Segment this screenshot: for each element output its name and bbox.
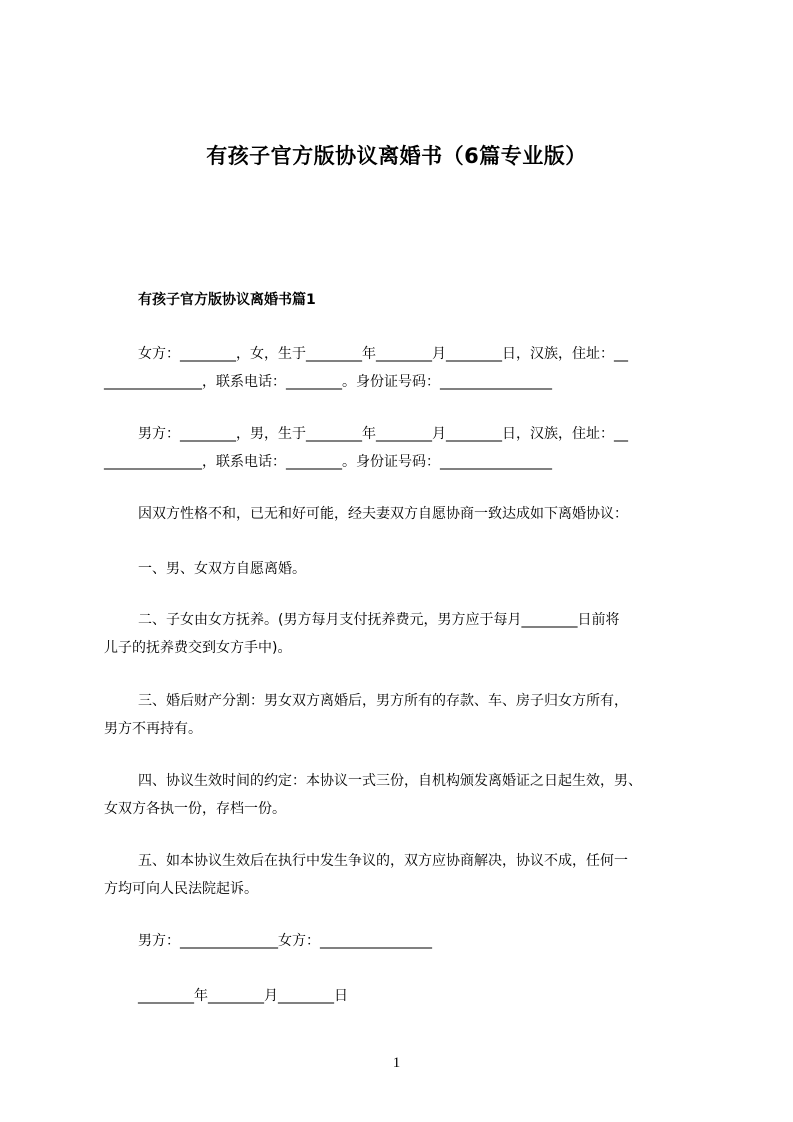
man-info-paragraph: [104, 420, 704, 476]
woman-info-line-1: 女方：________，女，生于________年________月________日，汉族，住址：__: [138, 346, 628, 362]
clause-3-paragraph: [104, 687, 704, 743]
date-line: ________年________月________日: [138, 988, 348, 1004]
date-paragraph: [104, 982, 704, 1010]
clause-1-paragraph: [104, 555, 704, 583]
section-heading: 有孩子官方版协议离婚书篇1: [138, 292, 316, 308]
intro-paragraph: [104, 500, 704, 528]
clause-2-paragraph: [104, 606, 704, 662]
clause-2-line-2: 儿子的抚养费交到女方手中)。: [104, 640, 292, 656]
woman-info-paragraph: [104, 340, 704, 396]
clause-3-line-2: 男方不再持有。: [104, 721, 202, 737]
clause-5-line-2: 方均可向人民法院起诉。: [104, 881, 258, 897]
clause-4-paragraph: [104, 767, 704, 823]
woman-info-line-2: ______________，联系电话：________。身份证号码：________________: [104, 374, 552, 390]
clause-3-line-1: 三、婚后财产分割：男女双方离婚后，男方所有的存款、车、房子归女方所有，: [138, 693, 628, 709]
clause-4-line-1: 四、协议生效时间的约定：本协议一式三份，自机构颁发离婚证之日起生效，男、: [138, 773, 642, 789]
clause-4-line-2: 女双方各执一份，存档一份。: [104, 801, 286, 817]
signature-line: 男方：______________女方：________________: [138, 933, 432, 949]
signature-paragraph: [104, 927, 704, 955]
intro-text: 因双方性格不和，已无和好可能，经夫妻双方自愿协商一致达成如下离婚协议：: [138, 506, 628, 522]
clause-2-line-1: 二、子女由女方抚养。(男方每月支付抚养费元，男方应于每月________日前将: [138, 612, 620, 628]
clause-5-line-1: 五、如本协议生效后在执行中发生争议的，双方应协商解决，协议不成，任何一: [138, 853, 628, 869]
man-info-line-1: 男方：________，男，生于________年________月________日，汉族，住址：__: [138, 426, 628, 442]
clause-1-text: 一、男、女双方自愿离婚。: [138, 561, 306, 577]
clause-5-paragraph: [104, 847, 704, 903]
document-title: 有孩子官方版协议离婚书（6篇专业版）: [206, 144, 587, 168]
man-info-line-2: ______________，联系电话：________。身份证号码：________________: [104, 454, 552, 470]
page-number: 1: [392, 1055, 401, 1071]
